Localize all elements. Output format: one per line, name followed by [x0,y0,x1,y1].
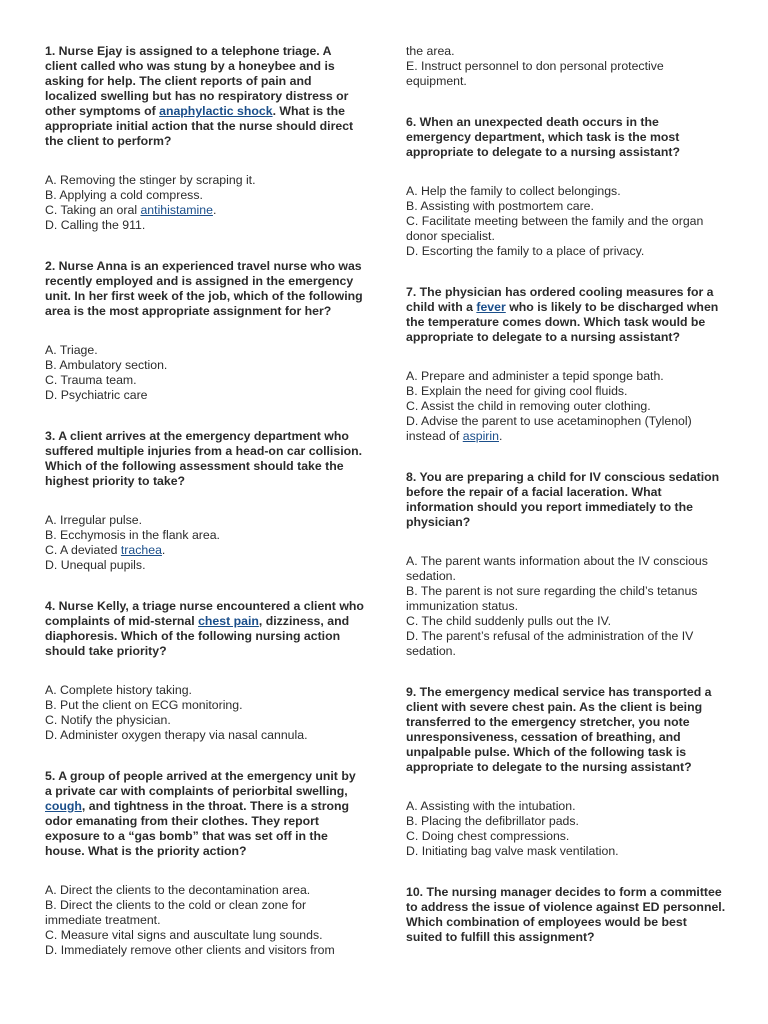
question-6-stem: 6. When an unexpected death occurs in the emergency department, which task is the most appropriate to delegate to a nursing assistant? [406,115,680,159]
question-7-options [406,369,726,444]
question-5-continuation [406,44,726,89]
option-e: E. Instruct personnel to don personal protective equipment. [406,59,664,88]
question-6-options [406,184,726,259]
option-a: A. Complete history taking. [45,683,192,697]
option-b: B. Placing the defibrillator pads. [406,814,579,828]
question-7-stem: 7. The physician has ordered cooling measures for a child with a fever who is likely to be discharged when the temperature comes down. Which task would be appropriate to delegate to a nursing assistant? [406,285,719,344]
option-a: A. Help the family to collect belongings. [406,184,621,198]
option-c: C. Assist the child in removing outer clothing. [406,399,651,413]
option-b: B. The parent is not sure regarding the child’s tetanus immunization status. [406,584,698,613]
option-b: B. Put the client on ECG monitoring. [45,698,243,712]
link-fever[interactable]: fever [476,300,506,314]
option-d: D. The parent’s refusal of the administration of the IV sedation. [406,629,694,658]
question-10-stem: 10. The nursing manager decides to form a committee to address the issue of violence against ED personnel. Which combination of employees would be best suited to fulfill this assignment? [406,885,726,944]
option-d: D. Advise the parent to use acetaminophen (Tylenol) instead of aspirin. [406,414,692,443]
link-trachea[interactable]: trachea [120,543,162,557]
option-d: D. Calling the 911. [45,218,146,232]
question-9-stem: 9. The emergency medical service has transported a client with severe chest pain. As the client is being transferred to the emergency stretcher, you note unresponsiveness, cessation of breathing, and unpalpable pulse. Which of the following task is appropriate to delegate to the nursing assistant? [406,685,712,774]
option-c: C. Notify the physician. [45,713,171,727]
link-antihistamine[interactable]: antihistamine [140,203,213,217]
option-b: B. Explain the need for giving cool fluids. [406,384,628,398]
option-d: D. Psychiatric care [45,388,148,402]
option-a: A. Triage. [45,343,98,357]
option-d: D. Initiating bag valve mask ventilation. [406,844,619,858]
question-4-options [45,683,365,743]
question-5-stem: 5. A group of people arrived at the emergency unit by a private car with complaints of periorbital swelling, cough, and tightness in the throat. There is a strong odor emanating from their clothes. They report exposure to a “gas bomb” that was set off in the house. What is the priority action? [45,769,356,858]
option-a: A. Prepare and administer a tepid sponge bath. [406,369,664,383]
option-b: B. Applying a cold compress. [45,188,203,202]
question-5-options [45,883,365,958]
option-a: A. Irregular pulse. [45,513,143,527]
option-c: C. The child suddenly pulls out the IV. [406,614,612,628]
link-aspirin[interactable]: aspirin [462,429,499,443]
question-3-stem: 3. A client arrives at the emergency department who suffered multiple injuries from a head-on car collision. Which of the following assessment should take the highest priority to take? [45,429,363,488]
option-c: C. Trauma team. [45,373,137,387]
option-d: D. Administer oxygen therapy via nasal cannula. [45,728,308,742]
link-anaphylactic-shock[interactable]: anaphylactic shock [159,104,273,118]
option-c: C. A deviated trachea. [45,543,166,557]
link-chest-pain[interactable]: chest pain [198,614,259,628]
option-a: A. The parent wants information about the IV conscious sedation. [406,554,708,583]
question-2-stem: 2. Nurse Anna is an experienced travel nurse who was recently employed and is assigned in the emergency unit. In her first week of the job, which of the following area is the most appropriate assignment for her? [45,259,363,318]
option-d: D. Escorting the family to a place of privacy. [406,244,645,258]
option-d-continued: the area. [406,44,455,58]
option-c: C. Doing chest compressions. [406,829,570,843]
question-1-options [45,173,365,233]
question-4-stem: 4. Nurse Kelly, a triage nurse encountered a client who complaints of mid-sternal chest pain, dizziness, and diaphoresis. Which of the following nursing action should take priority? [45,599,364,658]
option-d: D. Immediately remove other clients and visitors from [45,943,335,957]
link-cough[interactable]: cough [45,799,82,813]
option-a: A. Assisting with the intubation. [406,799,576,813]
question-9-options [406,799,726,859]
option-b: B. Direct the clients to the cold or clean zone for immediate treatment. [45,898,307,927]
option-b: B. Assisting with postmortem care. [406,199,594,213]
option-b: B. Ecchymosis in the flank area. [45,528,220,542]
left-column [45,44,365,984]
right-column [406,44,726,969]
question-3-options [45,513,365,573]
question-8-stem: 8. You are preparing a child for IV conscious sedation before the repair of a facial laceration. What information should you report immediately to the physician? [406,470,720,529]
option-a: A. Direct the clients to the decontamination area. [45,883,311,897]
option-a: A. Removing the stinger by scraping it. [45,173,256,187]
option-c: C. Measure vital signs and auscultate lung sounds. [45,928,323,942]
option-c: C. Facilitate meeting between the family and the organ donor specialist. [406,214,704,243]
question-1-stem: 1. Nurse Ejay is assigned to a telephone triage. A client called who was stung by a honeybee and is asking for help. The client reports of pain and localized swelling but has no respiratory distress or other symptoms of anaphylactic shock. What is the appropriate initial action that the nurse should direct the client to perform? [45,44,354,148]
question-8-options [406,554,726,659]
option-b: B. Ambulatory section. [45,358,168,372]
option-c: C. Taking an oral antihistamine. [45,203,217,217]
option-d: D. Unequal pupils. [45,558,146,572]
question-2-options [45,343,365,403]
